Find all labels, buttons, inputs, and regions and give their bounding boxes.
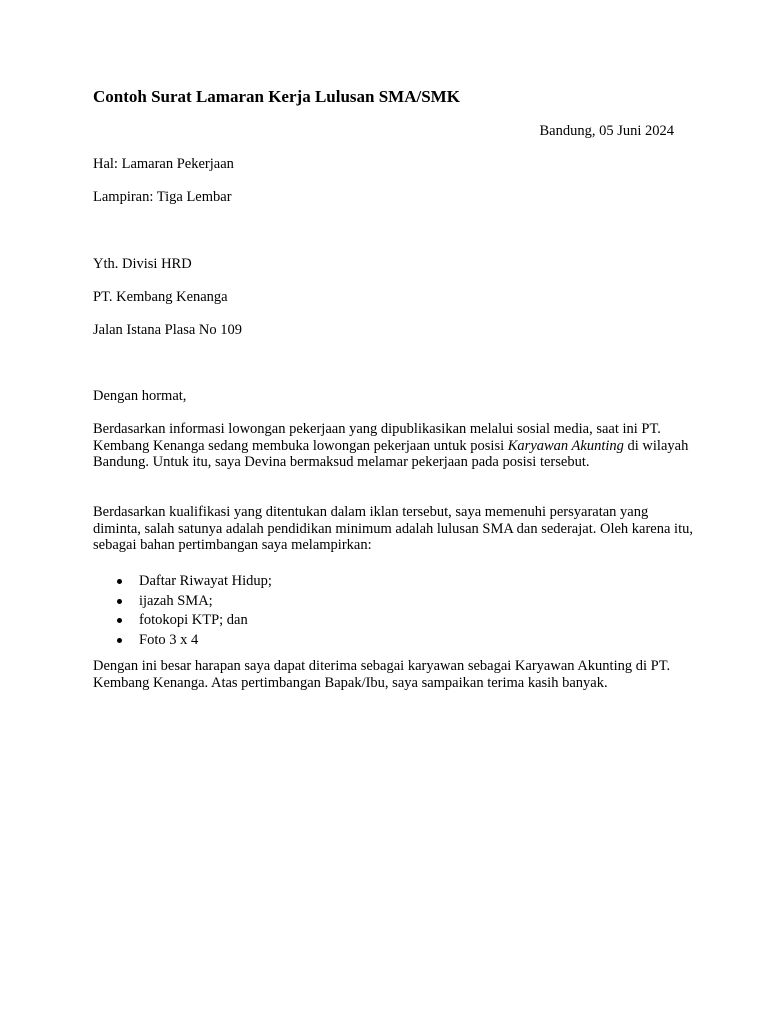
- paragraph-intro-part2: di wilayah Bandung. Untuk itu, saya Devina bermaksud melamar pekerjaan pada posisi tersebut.: [93, 437, 689, 470]
- recipient-division: Yth. Divisi HRD: [93, 256, 192, 272]
- paragraph-closing: Dengan ini besar harapan saya dapat diterima sebagai karyawan sebagai Karyawan Akunting di PT. Kembang Kenanga. Atas pertimbangan Bapak/Ibu, saya sampaikan terima kasih banyak.: [93, 658, 671, 691]
- subject-line: Hal: Lamaran Pekerjaan: [93, 156, 234, 172]
- list-item: [93, 631, 272, 651]
- list-item: [93, 611, 272, 631]
- bullet-icon: [117, 618, 122, 623]
- greeting: Dengan hormat,: [93, 388, 187, 404]
- attachment-list: [93, 572, 272, 650]
- list-item: [93, 592, 272, 612]
- paragraph-qualification: Berdasarkan kualifikasi yang ditentukan dalam iklan tersebut, saya memenuhi persyaratan yang diminta, salah satunya adalah pendidikan minimum adalah lulusan SMA dan sederajat. Oleh karena itu, sebagai bahan pertimbangan saya melampirkan:: [93, 504, 693, 553]
- list-item-text: Foto 3 x 4: [139, 631, 199, 648]
- bullet-icon: [117, 638, 122, 643]
- recipient-address: Jalan Istana Plasa No 109: [93, 322, 242, 338]
- bullet-icon: [117, 579, 122, 584]
- position-name: Karyawan Akunting: [507, 437, 624, 454]
- list-item-text: Daftar Riwayat Hidup;: [139, 573, 272, 589]
- list-item: [93, 572, 272, 592]
- recipient-company: PT. Kembang Kenanga: [93, 289, 228, 305]
- paragraph-intro: [93, 421, 693, 471]
- paragraph-intro-part1: Berdasarkan informasi lowongan pekerjaan yang dipublikasikan melalui sosial media, saat ini PT. Kembang Kenanga sedang membuka lowongan pekerjaan untuk posisi: [93, 421, 661, 454]
- attachment-line: Lampiran: Tiga Lembar: [93, 189, 232, 205]
- document-title: Contoh Surat Lamaran Kerja Lulusan SMA/SMK: [93, 87, 460, 106]
- list-item-text: fotokopi KTP; dan: [139, 612, 248, 628]
- list-item-text: ijazah SMA;: [139, 592, 213, 609]
- letter-date: Bandung, 05 Juni 2024: [539, 123, 674, 139]
- bullet-icon: [117, 599, 122, 604]
